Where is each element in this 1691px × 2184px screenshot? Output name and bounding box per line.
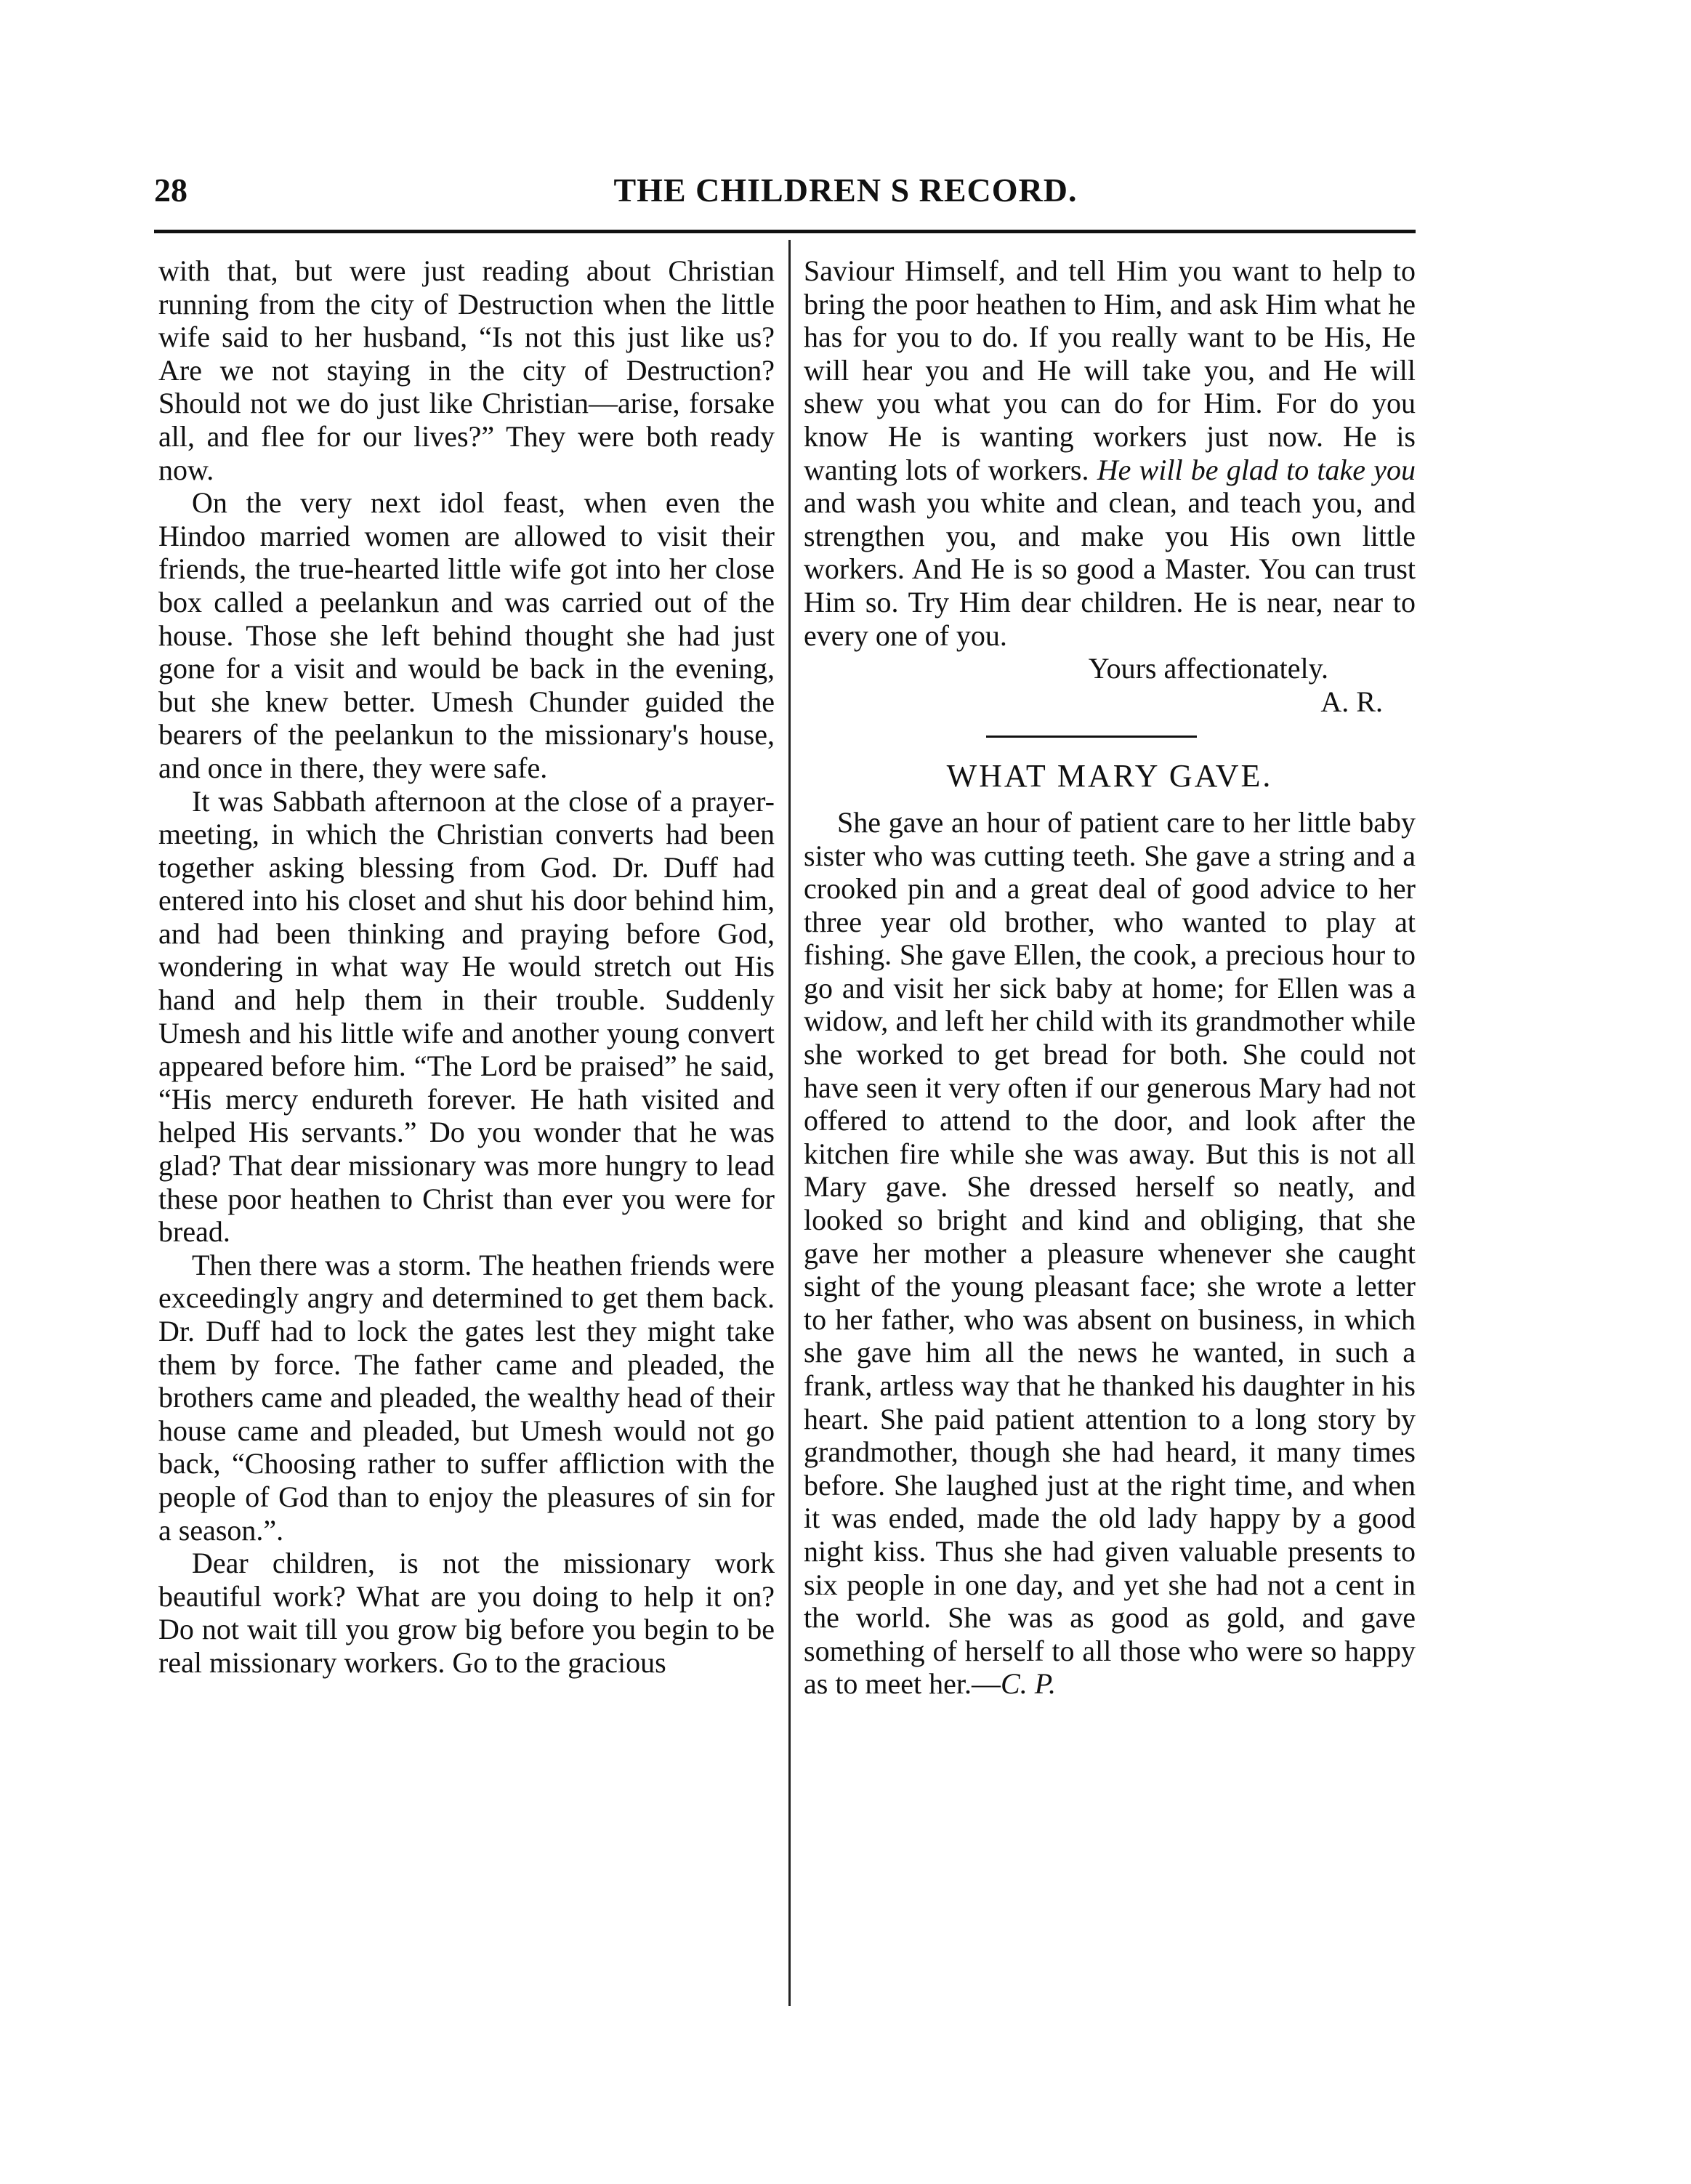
running-title: THE CHILDREN S RECORD. [613, 172, 1078, 209]
page-number: 28 [154, 172, 187, 209]
letter-text-end: and wash you white and clean, and teach you, and strengthen you, and make you His own little workers. And He is so good a Master. You can trust Him so. Try Him dear children. He is near, near to every one of you. [804, 486, 1416, 652]
header-rule [154, 230, 1416, 233]
letter-initials: A. R. [1320, 685, 1383, 718]
left-paragraph-1: with that, but were just reading about Christian running from the city of Destruction when the little wife said to her husband, “Is not this just like us? Are we not staying in the city of Destruction? Should not we do just like Christian—arise, forsake all, and flee for our lives?” They were both ready now. [158, 254, 775, 486]
article-text: She gave an hour of patient care to her little baby sister who was cutting teeth. She gave a string and a crooked pin and a great deal of good advice to her three year old brother, who wanted to play at fishing. She gave Ellen, the cook, a precious hour to go and visit her sick baby at home; for Ellen was a widow, and left her child with its grandmother while she worked to get bread for both. She could not have seen it very often if our generous Mary had not offered to attend to the door, and look after the kitchen fire while she was away. But this is not all Mary gave. She dressed herself so neatly, and looked so bright and kind and obliging, that she gave her mother a pleasure whenever she caught sight of the young pleasant face; she wrote a letter to her father, who was absent on business, in which she gave him all the news he wanted, in such a frank, artless way that he thanked his daughter in his heart. She paid patient attention to a long story by grandmother, though she had heard, it many times before. She laughed just at the right time, and when it was ended, made the old lady happy by a good night kiss. Thus she had given valuable presents to six people in one day, and yet she had not a cent in the world. She was as good as gold, and gave something of herself to all those who were so happy as to meet her.— [804, 805, 1416, 1701]
letter-paragraph [804, 254, 1416, 652]
left-column [158, 254, 775, 1680]
left-paragraph-4: Then there was a storm. The heathen friends were exceedingly angry and determined to get them back. Dr. Duff had to lock the gates lest they might take them by force. The father came and pleaded, the brothers came and pleaded, the wealthy head of their house came and pleaded, but Umesh would not go back, “Choosing rather to suffer affliction with the people of God than to enjoy the pleasures of sin for a season.”. [158, 1248, 775, 1547]
column-divider [788, 240, 791, 2006]
article-body [804, 806, 1416, 1701]
left-paragraph-5: Dear children, is not the missionary work beautiful work? What are you doing to help it on? Do not wait till you grow big before you begin to be real missionary workers. Go to the gracious [158, 1547, 775, 1679]
section-rule [986, 736, 1197, 738]
right-column [804, 254, 1416, 1701]
letter-closing: Yours affectionately. [1088, 652, 1328, 685]
left-paragraph-2: On the very next idol feast, when even the Hindoo married women are allowed to visit their friends, the true-hearted little wife got into her close box called a peelankun and was carried out of the house. Those she left behind thought she had just gone for a visit and would be back in the evening, but she knew better. Umesh Chunder guided the bearers of the peelankun to the missionary's house, and once in there, they were safe. [158, 486, 775, 784]
letter-italic-phrase: He will be glad to take you [1097, 453, 1416, 486]
article-title: WHAT MARY GAVE. [946, 758, 1273, 794]
left-paragraph-3: It was Sabbath afternoon at the close of a prayer-meeting, in which the Christian converts had been together asking blessing from God. Dr. Duff had entered into his closet and shut his door behind him, and had been thinking and praying before God, wondering in what way He would stretch out His hand and help them in their trouble. Suddenly Umesh and his little wife and another young convert appeared before him. “The Lord be praised” he said, “His mercy endureth forever. He hath visited and helped His servants.” Do you wonder that he was glad? That dear missionary was more hungry to lead these poor heathen to Christ than ever you were for bread. [158, 784, 775, 1249]
letter-text-start: Saviour Himself, and tell Him you want to help to bring the poor heathen to Him, and ask Him what he has for you to do. If you really want to be His, He will hear you and He will take you, and He will shew you what you can do for Him. For do you know He is wanting workers just now. He is wanting lots of workers. [804, 254, 1416, 486]
article-signature: C. P. [1001, 1667, 1057, 1701]
